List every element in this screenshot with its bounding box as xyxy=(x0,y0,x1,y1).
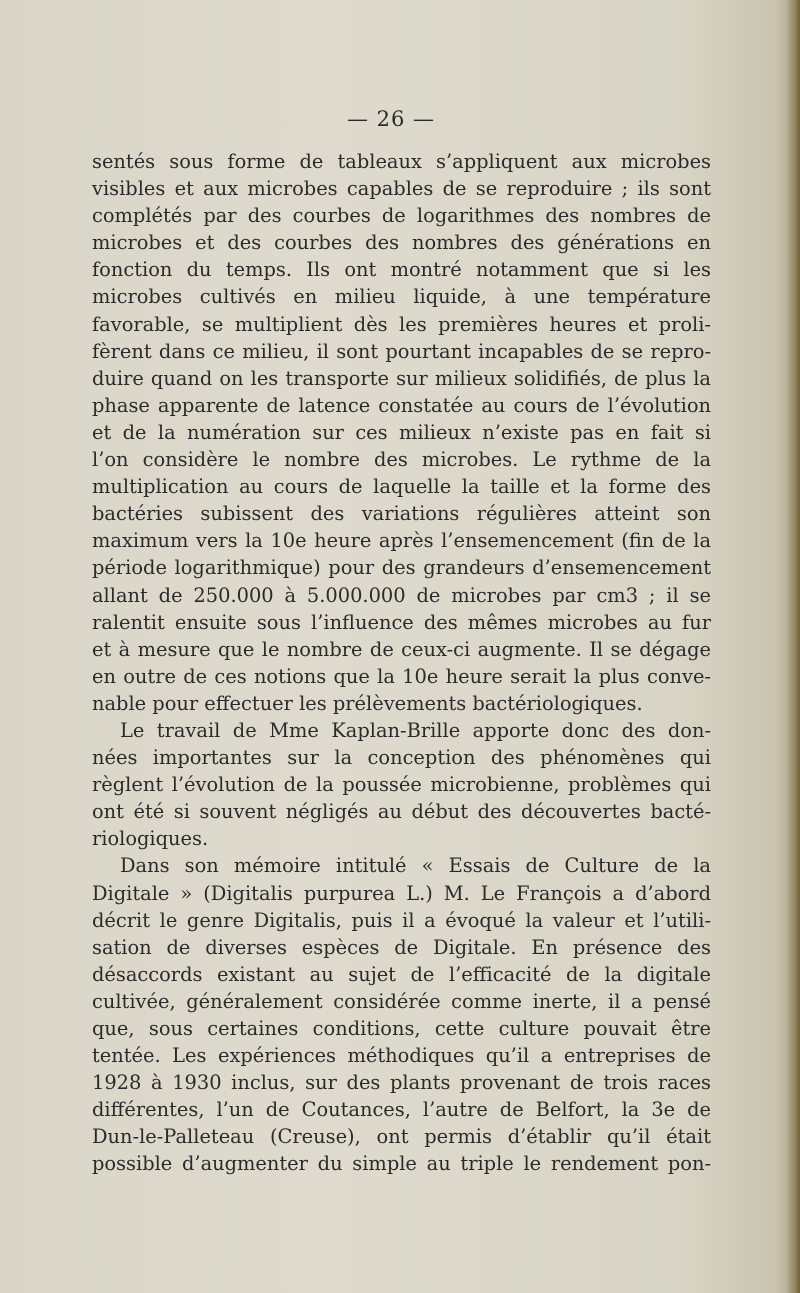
text-line: fonction du temps. Ils ont montré notamment que si les xyxy=(92,258,711,282)
text-line: duire quand on les transporte sur milieux solidifiés, de plus la xyxy=(92,366,711,390)
text-line: décrit le genre Digitalis, puis il a évoqué la valeur et l’utili- xyxy=(92,908,711,932)
text-line: allant de 250.000 à 5.000.000 de microbes par cm3 ; il se xyxy=(92,583,711,607)
text-line: Le travail de Mme Kaplan-Brille apporte donc des don- xyxy=(120,718,711,742)
text-line: et de la numération sur ces milieux n’existe pas en fait si xyxy=(92,420,711,444)
text-line: fèrent dans ce milieu, il sont pourtant incapables de se repro- xyxy=(92,339,711,363)
text-line: complétés par des courbes de logarithmes des nombres de xyxy=(92,204,711,228)
text-line: multiplication au cours de laquelle la taille et la forme des xyxy=(92,475,711,499)
text-line: bactéries subissent des variations régulières atteint son xyxy=(92,502,711,526)
text-line: favorable, se multiplient dès les premières heures et proli- xyxy=(92,312,711,336)
text-line: ralentit ensuite sous l’influence des mêmes microbes au fur xyxy=(92,610,711,634)
text-line: sentés sous forme de tableaux s’appliquent aux microbes xyxy=(92,150,711,173)
text-line: désaccords existant au sujet de l’efficacité de la digitale xyxy=(92,962,711,986)
text-line: différentes, l’un de Coutances, l’autre de Belfort, la 3e de xyxy=(92,1098,711,1122)
text-line: Dans son mémoire intitulé « Essais de Culture de la xyxy=(120,854,711,878)
text-line: phase apparente de latence constatée au cours de l’évolution xyxy=(92,393,711,417)
text-line: l’on considère le nombre des microbes. Le rythme de la xyxy=(92,448,711,472)
body-text xyxy=(92,148,711,1178)
text-line: possible d’augmenter du simple au triple le rendement pon- xyxy=(92,1152,711,1176)
text-line: sation de diverses espèces de Digitale. En présence des xyxy=(92,935,711,959)
text-line: Dun-le-Palleteau (Creuse), ont permis d’établir qu’il était xyxy=(92,1125,711,1149)
text-line: Digitale » (Digitalis purpurea L.) M. Le François a d’abord xyxy=(92,881,711,905)
text-line: que, sous certaines conditions, cette culture pouvait être xyxy=(92,1017,711,1040)
text-line: et à mesure que le nombre de ceux-ci augmente. Il se dégage xyxy=(92,637,711,661)
page-edge-shadow xyxy=(786,0,800,1293)
text-line: riologiques. xyxy=(92,827,209,851)
text-line: tentée. Les expériences méthodiques qu’il a entreprises de xyxy=(92,1044,711,1068)
text-line: règlent l’évolution de la poussée microbienne, problèmes qui xyxy=(92,773,711,797)
text-line: nable pour effectuer les prélèvements bactériologiques. xyxy=(92,691,643,715)
text-line: ont été si souvent négligés au début des découvertes bacté- xyxy=(92,800,711,824)
text-line: en outre de ces notions que la 10e heure serait la plus conve- xyxy=(92,664,711,688)
text-line: période logarithmique) pour des grandeurs d’ensemencement xyxy=(92,556,711,580)
text-line: nées importantes sur la conception des phénomènes qui xyxy=(92,746,711,770)
text-line: microbes et des courbes des nombres des générations en xyxy=(92,231,711,255)
text-line: 1928 à 1930 inclus, sur des plants provenant de trois races xyxy=(92,1071,711,1095)
text-line: visibles et aux microbes capables de se reproduire ; ils sont xyxy=(92,177,711,201)
page-number: — 26 — xyxy=(346,107,436,131)
text-line: microbes cultivés en milieu liquide, à une température xyxy=(92,285,711,309)
text-line: maximum vers la 10e heure après l’ensemencement (fin de la xyxy=(92,529,711,553)
text-line: cultivée, généralement considérée comme inerte, il a pensé xyxy=(92,989,711,1013)
